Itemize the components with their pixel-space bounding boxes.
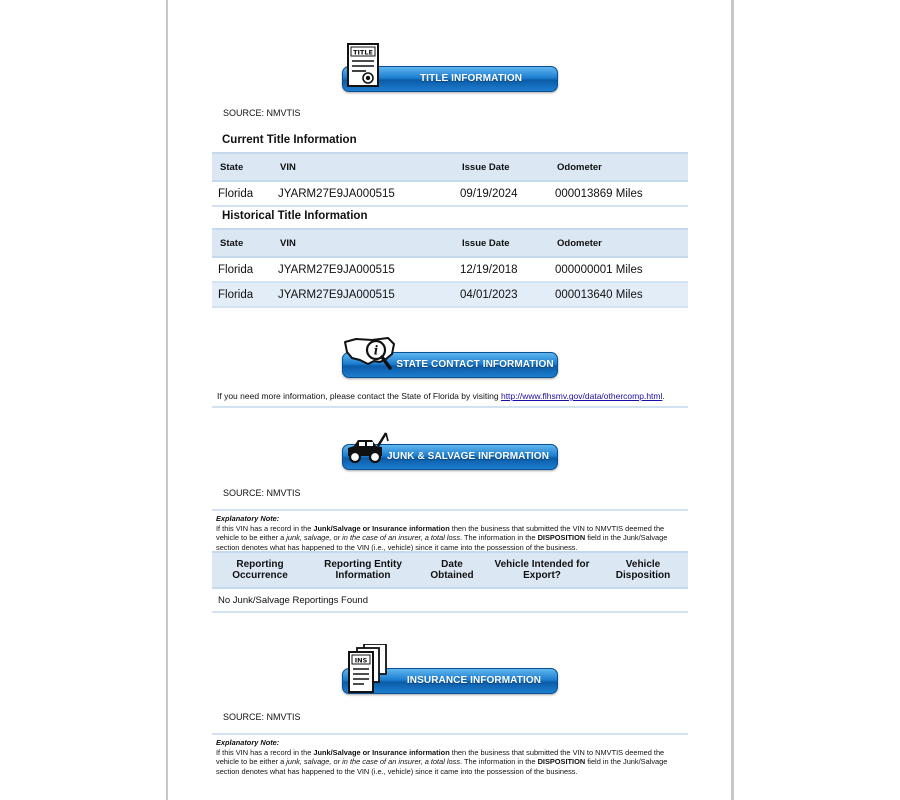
table-row xyxy=(212,588,688,612)
column-odometer: Odometer xyxy=(549,229,688,257)
historical-title-table xyxy=(212,228,688,308)
title-information-banner xyxy=(342,42,558,92)
note-bold: DISPOSITION xyxy=(537,757,586,766)
junk-salvage-banner xyxy=(342,420,558,470)
current-title-heading: Current Title Information xyxy=(222,134,357,146)
cell-vin: JYARM27E9JA000515 xyxy=(272,257,454,282)
column-state: State xyxy=(212,153,272,181)
note-text: field in the Junk/Salvage section denotes what has happened to the VIN (i.e., vehicle) since it came into the possession of the business. xyxy=(216,533,668,552)
banner-label: INSURANCE INFORMATION xyxy=(406,675,542,686)
tow-truck-icon xyxy=(342,420,402,470)
note-label: Explanatory Note: xyxy=(216,514,280,523)
cell-state: Florida xyxy=(212,257,272,282)
column-issue-date: Issue Date xyxy=(454,229,549,257)
table-header-row xyxy=(212,552,688,588)
table-row xyxy=(212,181,688,206)
junk-salvage-source: SOURCE: NMVTIS xyxy=(223,488,301,498)
cell-vin: JYARM27E9JA000515 xyxy=(272,282,454,307)
contact-text-end: . xyxy=(662,391,665,401)
note-text: then the business that submitted the VIN to NMVTIS deemed the vehicle to be either a xyxy=(216,747,665,766)
empty-message: No Junk/Salvage Reportings Found xyxy=(212,588,688,612)
title-icon-text: TITLE xyxy=(353,48,373,57)
svg-text:i: i xyxy=(373,343,379,358)
banner-label: TITLE INFORMATION xyxy=(419,73,523,84)
note-text: If this VIN has a record in the xyxy=(216,747,314,757)
cell-state: Florida xyxy=(212,282,272,307)
note-label: Explanatory Note: xyxy=(216,738,280,747)
column-disposition: Vehicle Disposition xyxy=(598,552,688,588)
insurance-icon-text: INS xyxy=(354,656,368,665)
column-state: State xyxy=(212,229,272,257)
cell-odometer: 000000001 Miles xyxy=(549,257,688,282)
column-date-obtained: Date Obtained xyxy=(418,552,486,588)
column-odometer: Odometer xyxy=(549,153,688,181)
banner-label: STATE CONTACT INFORMATION xyxy=(396,359,554,370)
junk-explanatory-note xyxy=(216,514,686,552)
note-text: . The information in the xyxy=(460,533,538,542)
note-text: field in the Junk/Salvage section denotes what has happened to the VIN (i.e., vehicle) since it came into the possession of the business. xyxy=(216,757,668,776)
cell-issue-date: 12/19/2018 xyxy=(454,257,549,282)
title-document-icon xyxy=(342,42,402,92)
insurance-source: SOURCE: NMVTIS xyxy=(223,712,301,722)
note-bold: Junk/Salvage or Insurance information xyxy=(313,523,450,533)
table-header-row xyxy=(212,153,688,181)
banner-label: JUNK & SALVAGE INFORMATION xyxy=(386,451,550,462)
insurance-information-banner xyxy=(342,644,558,694)
cell-state: Florida xyxy=(212,181,272,206)
state-contact-link[interactable]: http://www.flhsmv.gov/data/othercomp.html xyxy=(500,391,663,401)
state-contact-banner xyxy=(342,328,558,378)
column-vin: VIN xyxy=(272,153,454,181)
column-reporting-entity: Reporting Entity Information xyxy=(308,552,418,588)
table-header-row xyxy=(212,229,688,257)
state-contact-text xyxy=(217,391,665,401)
cell-vin: JYARM27E9JA000515 xyxy=(272,181,454,206)
table-row xyxy=(212,257,688,282)
cell-odometer: 000013640 Miles xyxy=(549,282,688,307)
note-bold: DISPOSITION xyxy=(537,533,586,542)
historical-title-heading: Historical Title Information xyxy=(222,210,368,222)
insurance-explanatory-note xyxy=(216,738,686,776)
note-text: . The information in the xyxy=(460,757,538,766)
column-vin: VIN xyxy=(272,229,454,257)
junk-salvage-table xyxy=(212,551,688,613)
note-italic: junk, salvage, or in the case of an insurer, a total loss xyxy=(286,757,461,766)
note-bold: Junk/Salvage or Insurance information xyxy=(313,747,450,757)
cell-issue-date: 09/19/2024 xyxy=(454,181,549,206)
page-right-border xyxy=(731,0,734,800)
table-row xyxy=(212,282,688,307)
note-text: If this VIN has a record in the xyxy=(216,523,314,533)
section-divider xyxy=(212,733,688,735)
column-export: Vehicle Intended for Export? xyxy=(486,552,598,588)
cell-odometer: 000013869 Miles xyxy=(549,181,688,206)
current-title-table xyxy=(212,152,688,207)
note-text: then the business that submitted the VIN to NMVTIS deemed the vehicle to be either a xyxy=(216,523,665,542)
column-issue-date: Issue Date xyxy=(454,153,549,181)
contact-text: If you need more information, please contact the State of Florida by visiting xyxy=(217,391,501,401)
section-divider xyxy=(212,509,688,511)
insurance-documents-icon xyxy=(342,644,402,694)
us-map-info-icon xyxy=(342,328,402,378)
note-italic: junk, salvage, or in the case of an insurer, a total loss xyxy=(286,533,461,542)
title-source: SOURCE: NMVTIS xyxy=(223,108,301,118)
section-divider xyxy=(212,406,688,408)
page-left-border xyxy=(166,0,168,800)
cell-issue-date: 04/01/2023 xyxy=(454,282,549,307)
column-reporting-occurrence: Reporting Occurrence xyxy=(212,552,308,588)
